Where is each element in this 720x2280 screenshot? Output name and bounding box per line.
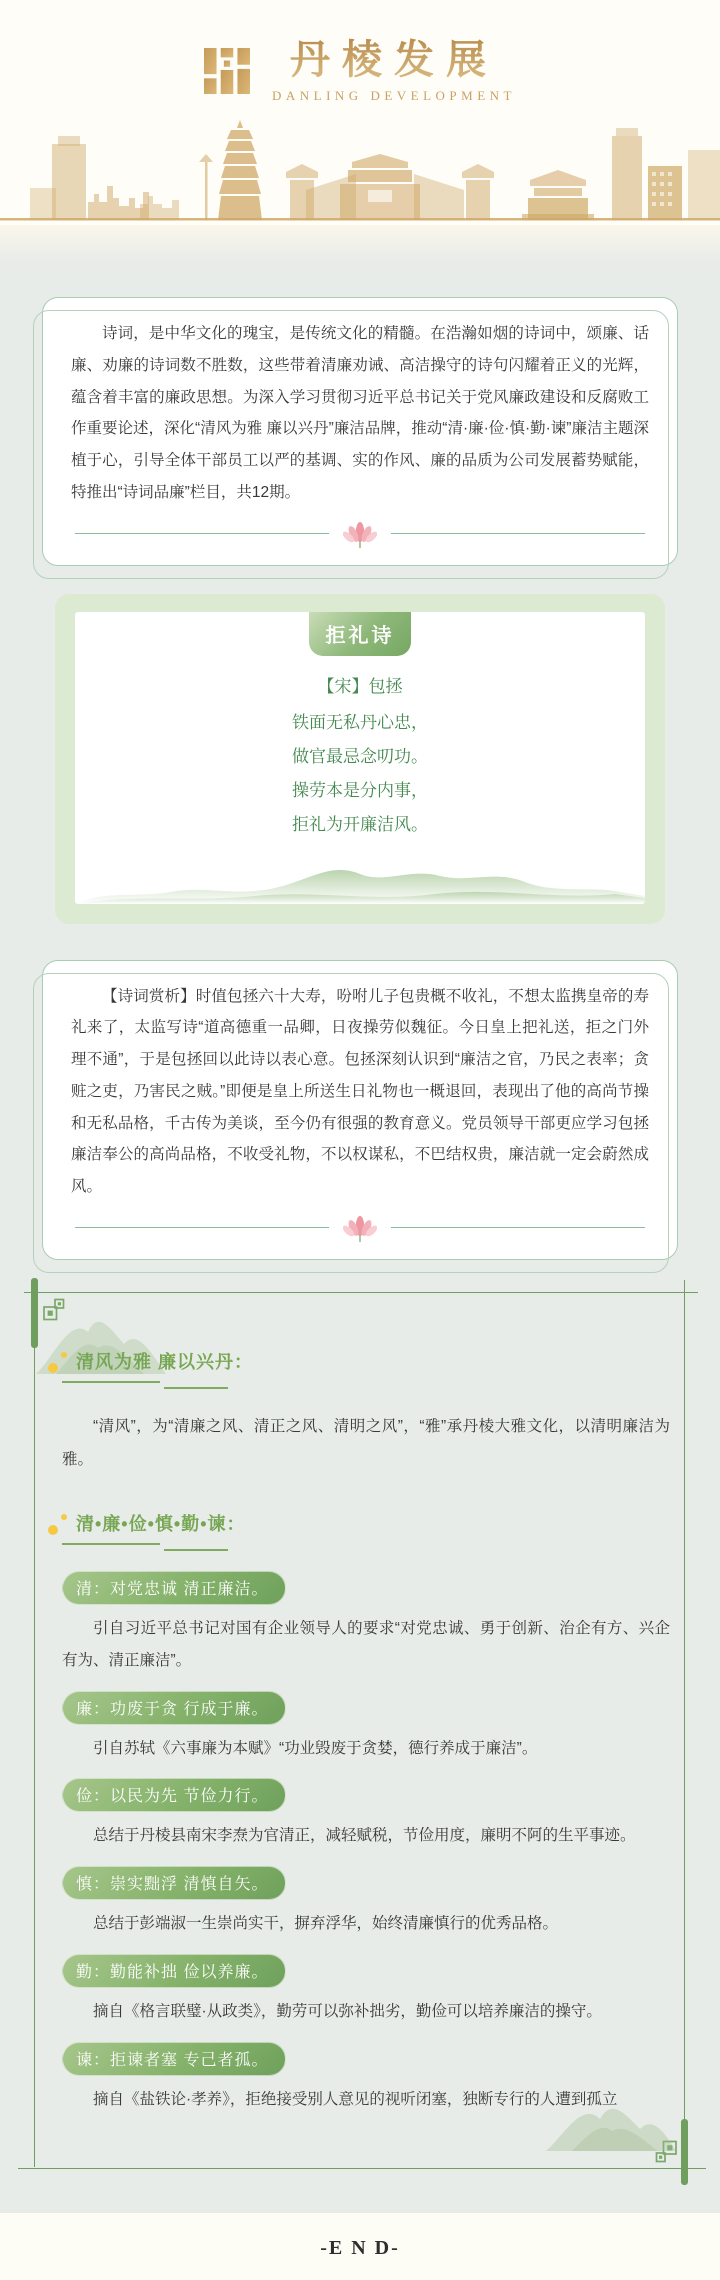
virtue-tag-lian: 廉：功废于贪 行成于廉。: [62, 1691, 286, 1725]
yellow-dot-icon: [61, 1352, 67, 1358]
divider-line: [75, 533, 329, 534]
virtue-desc: 摘自《格言联璧·从政类》，勤劳可以弥补拙劣，勤俭可以培养廉洁的操守。: [93, 2002, 602, 2020]
green-hills-art: [75, 852, 645, 904]
page-header: [0, 0, 720, 225]
brand-heading-1-label: 清风为雅 廉以兴丹：: [76, 1351, 254, 1372]
fret-ornament-icon: [42, 1298, 66, 1322]
virtue-item: [62, 1778, 670, 1852]
brand-heading-2-label: 清•廉•俭•慎•勤•谏：: [76, 1514, 246, 1535]
virtue-desc: 总结于彭端淑一生崇尚实干，摒弃浮华，始终清廉慎行的优秀品格。: [93, 1915, 559, 1933]
poem-body: [75, 670, 645, 842]
frame-left-line: [34, 1294, 35, 2167]
brand-paragraph-1: “清风”，为“清廉之风、清正之风、清明之风”，“雅”承丹棱大雅文化，以清明廉洁为雅。: [62, 1417, 670, 1468]
yellow-dot-icon: [48, 1525, 58, 1535]
yellow-dot-icon: [48, 1363, 58, 1373]
page-footer: [0, 2213, 720, 2280]
poem-title-tab: 拒礼诗: [309, 612, 411, 656]
intro-paragraph: 诗词，是中华文化的瑰宝，是传统文化的精髓。在浩瀚如烟的诗词中，颂廉、话廉、劝廉的诗词数不胜数，这些带着清廉劝诫、高洁操守的诗句闪耀着正义的光辉，蕴含着丰富的廉政思想。为深入学习贯彻习近平总书记关于党风廉政建设和反腐败工作重要论述，深化“清风为雅 廉以兴丹”廉洁品牌，推动“清·廉·俭·慎·勤·谏”廉洁主题深植于心，引导全体干部员工以严的基调、实的作风、廉的品质为公司发展蓄势赋能，特推出“诗词品廉”栏目，共12期。: [71, 325, 649, 501]
virtue-item: [62, 1691, 670, 1765]
frame-accent-bar-bottom: [681, 2119, 688, 2185]
virtue-item: [62, 2042, 670, 2116]
poem-inner-card: [75, 612, 645, 904]
brand-text: [272, 38, 516, 104]
frame-bottom-line: [18, 2168, 706, 2169]
divider-line: [391, 533, 645, 534]
lotus-divider: [75, 1213, 645, 1243]
poem-line: 操劳本是分内事，: [292, 780, 428, 800]
brand-name-en: DANLING DEVELOPMENT: [271, 88, 516, 103]
virtue-tag-jian2: 谏：拒谏者塞 专己者孤。: [62, 2042, 286, 2076]
end-label: -E N D-: [320, 2237, 400, 2260]
poem-panel: [55, 594, 665, 924]
poem-line: 拒礼为开廉洁风。: [292, 814, 428, 834]
virtue-desc: 引自习近平总书记对国有企业领导人的要求“对党忠诚、勇于创新、治企有方、兴企有为、清正廉洁”。: [62, 1620, 670, 1669]
virtue-tag-jian: 俭：以民为先 节俭力行。: [62, 1778, 286, 1812]
virtue-tag-shen: 慎：崇实黜浮 清慎自矢。: [62, 1866, 286, 1900]
brand-name: 丹棱发展: [272, 38, 516, 82]
poem-line: 铁面无私丹心忠，: [292, 712, 428, 732]
yellow-dot-icon: [61, 1514, 67, 1520]
lotus-icon: [343, 1213, 377, 1243]
frame-top-line: [24, 1292, 698, 1293]
fret-ornament-icon: [654, 2139, 678, 2163]
article-body: [0, 261, 720, 2213]
city-skyline-art: [0, 110, 720, 225]
frame-accent-bar-top: [31, 1278, 38, 1348]
virtue-desc: 引自苏轼《六事廉为本赋》“功业毁废于贪婪，德行养成于廉洁”。: [93, 1739, 538, 1757]
divider-line: [391, 1227, 645, 1228]
virtue-list: [62, 1571, 670, 2115]
virtue-desc: 总结于丹棱县南宋李焘为官清正，减轻赋税，节俭用度，廉明不阿的生平事迹。: [93, 1827, 636, 1845]
lotus-icon: [343, 519, 377, 549]
heading-underline: [164, 1549, 228, 1551]
heading-underline: [62, 1543, 160, 1545]
virtue-item: [62, 1866, 670, 1940]
heading-underline: [62, 1381, 160, 1383]
lotus-divider: [75, 519, 645, 549]
brand-heading-2: [76, 1510, 246, 1551]
virtue-desc: 摘自《盐铁论·孝养》，拒绝接受别人意见的视听闭塞，独断专行的人遭到孤立: [93, 2090, 618, 2108]
header-fade-strip: [0, 225, 720, 261]
virtue-item: [62, 1571, 670, 1677]
divider-line: [75, 1227, 329, 1228]
virtue-item: [62, 1954, 670, 2028]
virtue-tag-qin: 勤：勤能补拙 俭以养廉。: [62, 1954, 286, 1988]
brand-heading-1: [76, 1348, 253, 1389]
brand-section: [0, 1276, 720, 2179]
heading-underline: [164, 1387, 228, 1389]
brand-logo-icon: [204, 48, 250, 94]
virtue-tag-qing: 清：对党忠诚 清正廉洁。: [62, 1571, 286, 1605]
analysis-card: [42, 960, 678, 1260]
frame-right-line: [684, 1280, 685, 2177]
intro-card: [42, 297, 678, 566]
analysis-paragraph: 【诗词赏析】时值包拯六十大寿，吩咐儿子包贵概不收礼，不想太监携皇帝的寿礼来了，太监写诗“道高德重一品卿，日夜操劳似魏征。今日皇上把礼送，拒之门外理不通”，于是包拯回以此诗以表心意。包拯深刻认识到“廉洁之官，乃民之表率；贪赃之吏，乃害民之贼。”即便是皇上所送生日礼物也一概退回，表现出了他的高尚节操和无私品格，千古传为美谈，至今仍有很强的教育意义。党员领导干部更应学习包拯廉洁奉公的高尚品格，不收受礼物，不以权谋私，不巴结权贵，廉洁就一定会蔚然成风。: [71, 987, 649, 1196]
brand-row: [0, 38, 720, 104]
poem-author: 【宋】包拯: [317, 676, 403, 696]
poem-line: 做官最忌念叨功。: [292, 746, 428, 766]
